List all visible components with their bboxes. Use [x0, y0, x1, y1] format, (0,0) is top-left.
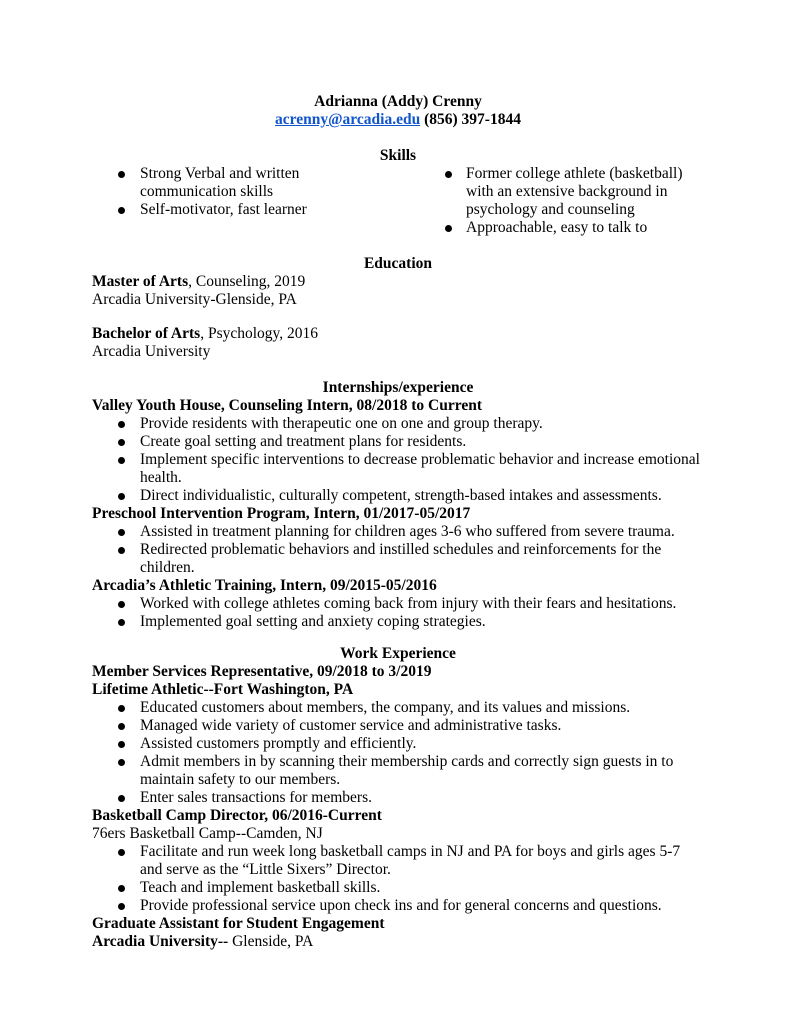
skills-section	[92, 147, 704, 237]
employer-name: Arcadia University--	[92, 933, 229, 950]
internships-section	[92, 379, 704, 631]
job-title: Basketball Camp Director, 06/2016-Current	[92, 807, 382, 824]
email-link[interactable]: acrenny@arcadia.edu	[275, 111, 421, 128]
bullet-item: Managed wide variety of customer service and administrative tasks.	[140, 717, 704, 735]
skills-left-column	[92, 165, 445, 237]
bullet-item: Redirected problematic behaviors and instilled schedules and reinforcements for the children.	[140, 541, 704, 577]
skills-right-column	[445, 165, 704, 237]
bullet-item: Enter sales transactions for members.	[140, 789, 704, 807]
resume-name: Adrianna (Addy) Crenny	[314, 93, 482, 110]
bullet-item: Direct individualistic, culturally competent, strength-based intakes and assessments.	[140, 487, 704, 505]
job-subtitle	[92, 681, 704, 699]
bullet-item: Educated customers about members, the company, and its values and missions.	[140, 699, 704, 717]
bullet-item: Provide residents with therapeutic one on one and group therapy.	[140, 415, 704, 433]
skill-item: Self-motivator, fast learner	[140, 201, 318, 219]
contact-line	[92, 111, 704, 129]
bullet-item: Create goal setting and treatment plans for residents.	[140, 433, 704, 451]
skill-item: Strong Verbal and written communication skills	[140, 165, 318, 201]
internship-entry	[92, 577, 704, 631]
bullet-item: Implement specific interventions to decrease problematic behavior and increase emotional health.	[140, 451, 704, 487]
employer-location: Glenside, PA	[228, 933, 314, 950]
degree-name: Master of Arts	[92, 273, 189, 290]
degree-line	[92, 325, 704, 343]
degree-details: , Psychology, 2016	[200, 325, 319, 342]
skill-item: Approachable, easy to talk to	[466, 219, 697, 237]
school-name: Arcadia University-Glenside, PA	[92, 291, 297, 308]
internship-title: Arcadia’s Athletic Training, Intern, 09/2015-05/2016	[92, 577, 437, 594]
degree-details: , Counseling, 2019	[188, 273, 306, 290]
internship-title: Preschool Intervention Program, Intern, 01/2017-05/2017	[92, 505, 471, 522]
work-heading: Work Experience	[340, 645, 456, 662]
work-entry	[92, 663, 704, 807]
education-section	[92, 255, 704, 361]
work-entry	[92, 915, 704, 951]
degree-name: Bachelor of Arts	[92, 325, 201, 342]
bullet-item: Assisted customers promptly and efficiently.	[140, 735, 704, 753]
degree-line	[92, 273, 704, 291]
internship-title: Valley Youth House, Counseling Intern, 08/2018 to Current	[92, 397, 482, 414]
job-title: Graduate Assistant for Student Engagement	[92, 915, 385, 932]
school-name: Arcadia University	[92, 343, 211, 360]
bullet-item: Implemented goal setting and anxiety coping strategies.	[140, 613, 704, 631]
resume-header	[92, 93, 704, 129]
employer-location: 76ers Basketball Camp--Camden, NJ	[92, 825, 323, 842]
education-heading: Education	[363, 255, 433, 272]
internship-entry	[92, 397, 704, 505]
phone-number: (856) 397-1844	[424, 111, 521, 128]
work-entry	[92, 807, 704, 915]
internship-entry	[92, 505, 704, 577]
bullet-item: Teach and implement basketball skills.	[140, 879, 704, 897]
job-title: Member Services Representative, 09/2018 to 3/2019	[92, 663, 432, 680]
education-entry	[92, 325, 704, 361]
skill-item: Former college athlete (basketball) with an extensive background in psychology and counseling	[466, 165, 697, 219]
job-subtitle	[92, 825, 704, 843]
skills-heading: Skills	[379, 147, 417, 164]
bullet-item: Provide professional service upon check ins and for general concerns and questions.	[140, 897, 704, 915]
work-section	[92, 645, 704, 951]
education-entry	[92, 273, 704, 309]
internships-heading: Internships/experience	[322, 379, 474, 396]
job-subtitle	[92, 933, 704, 951]
skills-columns	[92, 165, 704, 237]
bullet-item: Admit members in by scanning their membership cards and correctly sign guests in to maintain safety to our members.	[140, 753, 704, 789]
bullet-item: Facilitate and run week long basketball camps in NJ and PA for boys and girls ages 5-7 and serve as the “Little Sixers” Director.	[140, 843, 704, 879]
bullet-item: Worked with college athletes coming back from injury with their fears and hesitations.	[140, 595, 704, 613]
employer-name: Lifetime Athletic--Fort Washington, PA	[92, 681, 354, 698]
bullet-item: Assisted in treatment planning for children ages 3-6 who suffered from severe trauma.	[140, 523, 704, 541]
